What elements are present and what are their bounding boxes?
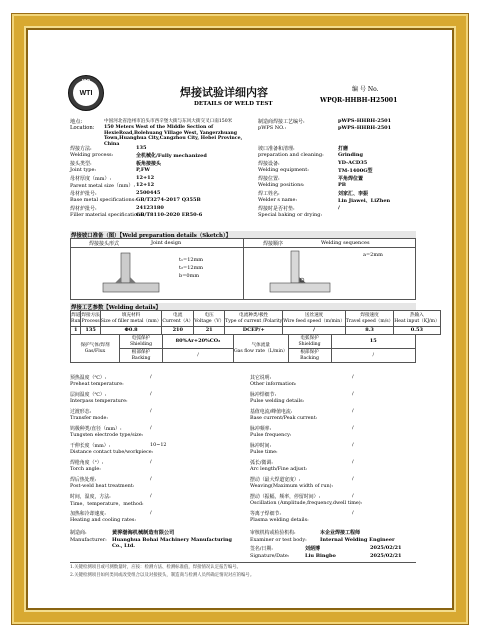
param-right-en-0: Other information:	[250, 381, 297, 387]
detail-cell-3: 210	[162, 327, 194, 335]
backing-label-cn: 焊接时是否衬垫:	[258, 206, 295, 212]
param-left-value-7: /	[150, 493, 152, 499]
pos-value-en: PB	[338, 182, 346, 188]
heat-label-cn: 母材炉批号:	[70, 191, 97, 197]
col-header-cn-7: 焊接速度	[360, 313, 379, 319]
col-header-3	[162, 311, 194, 327]
prep-value-en: Grinding	[338, 152, 363, 158]
col-header-0	[71, 311, 81, 327]
param-right-cn-5: 弧长/微调:	[250, 460, 273, 466]
param-right-cn-8: 等离子焊细节:	[250, 511, 281, 517]
joint-value-en: P,FW	[136, 167, 151, 173]
detail-cell-2: Φ0.8	[100, 327, 162, 335]
col-header-7	[345, 311, 393, 327]
param-right-cn-1: 脉冲焊细节:	[250, 392, 277, 398]
col-header-1	[81, 311, 100, 327]
col-header-6	[283, 311, 346, 327]
param-left-value-4: 10~12	[150, 442, 167, 448]
col-header-cn-2: 填充材料	[121, 313, 141, 319]
pwps-label-cn: 制造商焊接工艺编号:	[258, 119, 305, 125]
param-right-en-8: Plasma welding details:	[250, 517, 309, 523]
filler-value-cn: 24123180	[136, 205, 164, 211]
location-label-en: Location:	[70, 125, 95, 131]
param-right-cn-4: 脉冲时间:	[250, 443, 272, 449]
col-header-8	[394, 311, 440, 327]
equip-value-cn: YD-ACD35	[338, 160, 368, 166]
welding-seq-title-cn: 焊接顺序	[263, 241, 284, 247]
col-header-cn-4: 电压	[204, 313, 214, 319]
heat-value-cn: 2500445	[136, 190, 161, 196]
param-left-cn-8: 加热和冷却速度:	[70, 511, 106, 517]
sign-date-2: 2025/02/21	[370, 553, 402, 559]
joint-label-cn: 接头类型:	[70, 161, 92, 167]
param-left-cn-3: 钨极种类/直径（mm）:	[70, 426, 122, 432]
footnotes	[70, 562, 416, 578]
param-right-value-8: /	[352, 510, 354, 516]
param-left-value-8: /	[150, 510, 152, 516]
doc-subtitle: DETAILS OF WELD TEST	[194, 101, 273, 107]
col-header-cn-8: 热输入	[409, 313, 424, 319]
param-right-value-5: /	[352, 459, 354, 465]
signer-name-en: Liu Bingbo	[305, 553, 336, 559]
col-header-en-7: Travel speed（m/s）	[345, 318, 394, 324]
param-left-value-2: /	[150, 408, 152, 414]
examiner-value-en: Internal Welding Engineer	[320, 537, 395, 543]
backing-label-cn: 根部保护	[131, 350, 151, 356]
shield-label-cn: 电弧保护	[131, 336, 151, 342]
joint-value-cn: 板角接接头	[136, 161, 162, 167]
detail-cell-8: 0.53	[394, 327, 440, 335]
param-left-en-4: Distance contact tube/workpiece:	[70, 449, 154, 455]
method-label-cn: 焊接方法:	[70, 146, 92, 152]
joint-label-en: Joint type:	[70, 167, 97, 173]
sign-date-1: 2025/02/21	[370, 545, 402, 551]
backing-gas-value: /	[163, 349, 234, 363]
param-right-en-1: Pulse welding details:	[250, 398, 305, 404]
param-left-en-8: Heating and cooling rates:	[70, 517, 137, 523]
flow-label-cn: 气体流量	[251, 343, 270, 349]
sequence-sketch	[266, 249, 336, 297]
signature-label-cn: 签名/日期:	[250, 546, 273, 552]
manufacturer-name-en: Huanghua Bohai Machinery Manufacturing Co., Ltd.	[112, 537, 232, 550]
detail-cell-4: 21	[194, 327, 225, 335]
t2-value: t₂=12mm	[179, 265, 204, 271]
param-right-value-3: /	[352, 425, 354, 431]
param-left-en-0: Preheat temperature:	[70, 381, 124, 387]
param-left-value-1: /	[150, 391, 152, 397]
detail-cell-5: DCEP/+	[225, 327, 283, 335]
location-en: 150 Meters West of the Middle Section of HexieRoad,Bolehuang Village West, Yangerzhuang Town,Huanghua City,Cangzhou City, Hebei Province, China	[104, 125, 243, 147]
detail-cell-1: 135	[81, 327, 100, 335]
param-right-en-4: Pulse time:	[250, 449, 278, 455]
param-left-en-1: Interpass temperature:	[70, 398, 128, 404]
signature-label-en: Signature/Date:	[250, 553, 290, 559]
prep-sketch-box	[70, 238, 416, 300]
equip-label-cn: 焊接设备:	[258, 161, 280, 167]
flow-backing-value: /	[331, 349, 415, 363]
param-right-value-6: /	[352, 476, 354, 482]
gas-table	[70, 334, 416, 363]
flow-label-en: Gas flow rate（L/min）	[234, 348, 288, 354]
filler-label-cn: 焊材炉批号:	[70, 206, 97, 212]
param-left-en-2: Transfer mode:	[70, 415, 109, 421]
col-header-en-4: Voltage（V）	[194, 318, 225, 324]
param-right-cn-0: 其它说明:	[250, 375, 272, 381]
doc-title: 焊接试验详细内容	[180, 86, 268, 99]
col-header-2	[100, 311, 162, 327]
col-header-en-0: Run	[71, 318, 81, 324]
filler-label-en: Filler material specifications:	[70, 212, 145, 218]
flow-backing-label-en: Backing	[300, 355, 319, 361]
backing-label-en: Backing	[131, 355, 151, 361]
flow-shield-label-en: Shielding	[298, 341, 321, 347]
doc-number-label: 编 号 No.	[352, 86, 379, 93]
col-header-en-2: Size of filler metal（mm）	[100, 318, 162, 324]
param-left-cn-6: 焊后热处理:	[70, 477, 97, 483]
col-header-4	[194, 311, 225, 327]
prep-label-cn: 坡口准备和清理:	[258, 146, 295, 152]
filler-value-en: GB/T8110-2020 ER50-6	[136, 212, 203, 218]
param-left-value-5: /	[150, 459, 152, 465]
pos-value-cn: 平角焊位置	[338, 176, 364, 182]
method-value-cn: 135	[136, 145, 147, 151]
gas-label-cn: 保护气体/焊剂	[80, 343, 110, 349]
detail-cell-7: 8.3	[345, 327, 393, 335]
param-left-en-3: Tungsten electrode type/size:	[70, 432, 144, 438]
joint-sketch	[101, 251, 161, 297]
thk-value-cn: 12+12	[136, 175, 155, 181]
a-value: a=2mm	[363, 252, 383, 258]
thk-label-cn: 母材厚度（mm）:	[70, 176, 112, 182]
param-right-cn-7: 摆动（振幅，频率，停留时间）:	[250, 494, 321, 500]
welder-label-cn: 焊工姓名:	[258, 191, 280, 197]
param-left-cn-7: 时间，温度，方法:	[70, 494, 111, 500]
welder-value-cn: 刘家汇、李振	[338, 191, 369, 197]
joint-design-title-en: Joint design	[151, 240, 182, 246]
prep-section-header: 焊接坡口准备（图）【Weld preparation details（Sketch）】	[70, 231, 416, 239]
col-header-en-3: Current（A）	[162, 318, 194, 324]
param-left-value-0: /	[150, 374, 152, 380]
param-left-cn-4: 干伸长度（mm）:	[70, 443, 111, 449]
pwps-value-en: pWPS-HHBH-2501	[338, 125, 392, 131]
gas-label-en: Gas/Flux	[84, 348, 106, 354]
welder-value-en: Lin Jiawei、LiZhen	[338, 198, 391, 204]
param-right-value-0: /	[352, 374, 354, 380]
param-right-en-5: Arc length/Fine adjust:	[250, 466, 308, 472]
backing-value-cn: /	[338, 205, 340, 211]
flow-backing-label-cn: 根部保护	[300, 350, 319, 356]
doc-number-value: WPQR-HHBH-H25001	[320, 97, 398, 104]
shield-gas-value: 80%Ar+20%CO₂	[163, 335, 234, 349]
col-header-cn-3: 电流	[173, 313, 183, 319]
footnote-1: 1.关键检测项目或可测数量时，应按：检测方法、检测标准值，焊接情况认定报告编号。	[70, 565, 242, 570]
equip-value-en: TM-1400G型	[338, 168, 373, 174]
thk-label-en: Parent metal size（mm）:	[70, 183, 136, 189]
detail-cell-0: 1	[71, 327, 81, 335]
shield-label-en: Shielding	[129, 341, 153, 347]
prep-label-en: preparation and cleaning:	[258, 152, 324, 158]
param-right-cn-6: 摆动（最大焊道宽度）:	[250, 477, 301, 483]
param-right-cn-2: 基值电流/峰值电流:	[250, 409, 293, 415]
flow-shield-value: 15	[331, 335, 415, 349]
b-value: b=0mm	[179, 273, 200, 279]
details-header: 焊接工艺参数【Welding details】	[70, 303, 416, 311]
method-value-en: 全机械化/Fully mechanized	[136, 153, 207, 159]
param-right-en-2: Base current/Peak current:	[250, 415, 318, 421]
param-left-value-3: /	[150, 425, 152, 431]
param-left-en-7: Time，temperature，method:	[70, 501, 144, 507]
col-header-en-5: Type of current /Polarity	[225, 318, 283, 324]
param-right-en-6: Weaving(Maximum width of run):	[250, 483, 334, 489]
backing-label-en: Special baking or drying:	[258, 212, 323, 218]
col-header-en-6: Wire feed speed（m/min）	[283, 318, 345, 324]
location-label-cn: 地点:	[70, 119, 83, 125]
pwps-label-en: pWPS NO.:	[258, 125, 287, 131]
col-header-5	[225, 311, 283, 327]
examiner-value-cn: 本企业焊接工程师	[320, 530, 361, 536]
manufacturer-label-en: Manufacturer:	[70, 537, 107, 543]
col-header-cn-5: 电流种类/极性	[239, 313, 269, 319]
col-header-en-1: Process	[81, 318, 100, 324]
welder-label-en: Welder s name:	[258, 197, 298, 203]
equip-label-en: Welding equipment:	[258, 167, 309, 173]
param-left-cn-2: 过渡形态:	[70, 409, 92, 415]
t1-value: t₁=12mm	[179, 257, 204, 263]
pwps-value-cn: pWPS-HHBH-2501	[338, 118, 392, 124]
param-right-value-4: /	[352, 442, 354, 448]
heat-label-en: Base metal specifications:	[70, 197, 136, 203]
param-left-value-6: /	[150, 476, 152, 482]
param-right-value-7: /	[352, 493, 354, 499]
param-left-cn-5: 焊枪角度（°）:	[70, 460, 104, 466]
location-cn: 中国河北省沧州市泊头市西辛堡大街与东风大街交叉口南150米	[104, 119, 233, 124]
detail-cell-6: /	[283, 327, 346, 335]
pos-label-en: Welding positions:	[258, 182, 305, 188]
thk-value-en: 12+12	[136, 182, 155, 188]
joint-design-title-cn: 焊接接头形式	[89, 241, 120, 247]
param-left-en-5: Torch angle:	[70, 466, 101, 472]
details-table	[70, 310, 441, 335]
param-right-en-7: Oscillation (Amplitude,frequency,dwell time):	[250, 500, 363, 506]
manufacturer-name-cn: 黄骅渤海机械制造有限公司	[112, 530, 175, 536]
param-left-cn-1: 层间温度（℃）:	[70, 392, 107, 398]
col-header-cn-0: 焊道	[71, 313, 81, 319]
param-right-en-3: Pulse frequency:	[250, 432, 292, 438]
manufacturer-label-cn: 制造商:	[70, 530, 87, 536]
flow-shield-label-cn: 电弧保护	[300, 336, 319, 342]
pos-label-cn: 焊接位置:	[258, 176, 280, 182]
col-header-cn-1: 焊接方法	[81, 313, 100, 319]
examiner-label-en: Examiner or test body:	[250, 537, 307, 543]
param-right-cn-3: 脉冲频率:	[250, 426, 272, 432]
param-right-value-2: /	[352, 408, 354, 414]
examiner-label-cn: 审核机构或检验机构:	[250, 530, 296, 536]
welding-seq-title-en: Welding sequences	[321, 240, 370, 246]
prep-value-cn: 打磨	[338, 146, 349, 152]
signer-name-cn: 刘炳博	[305, 546, 321, 552]
param-left-cn-0: 预热温度（℃）:	[70, 375, 107, 381]
method-label-en: Welding process:	[70, 152, 114, 158]
heat-value-en: GB/T3274-2017 Q355B	[136, 197, 201, 203]
wti-logo: ISO WTI	[68, 75, 104, 111]
col-header-cn-6: 送丝速度	[304, 313, 324, 319]
footnote-2: 2.关键检测项目如何类同或改变组合以及对接接头，制造商与检测人员所确定情况对应的编号。	[70, 573, 255, 578]
col-header-en-8: Heat input（KJ/m）	[394, 318, 440, 324]
param-right-value-1: /	[352, 391, 354, 397]
param-left-en-6: Post-weld heat treatment:	[70, 483, 135, 489]
